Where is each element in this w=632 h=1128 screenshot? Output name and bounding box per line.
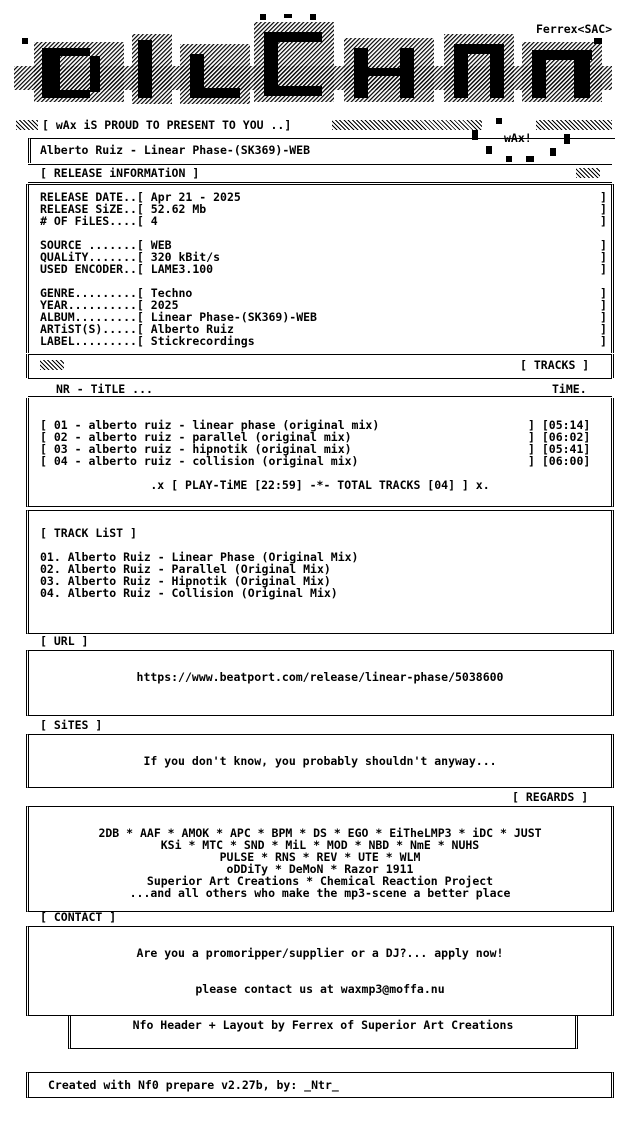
created-with: Created with Nf0 prepare v2.27b, by: _Ntr_ [48,1078,339,1092]
release-info-heading: [ RELEASE iNFORMATiON ] [40,166,200,180]
track-list-item: 01. Alberto Ruiz - Linear Phase (Original Mix) [40,550,359,564]
ascii-credit: Ferrex<SAC> [536,22,613,36]
track-list-item: 04. Alberto Ruiz - Collision (Original Mix) [40,586,338,600]
info-row: ALBUM.........[ Linear Phase-(SK369)-WEB [40,310,317,324]
track-row: [ 02 - alberto ruiz - parallel (original mix) [40,430,352,444]
info-row: USED ENCODER..[ LAME3.100 [40,262,214,276]
info-row: SOURCE .......[ WEB [40,238,172,252]
present-line: [ wAx iS PROUD TO PRESENT TO YOU ..] [42,118,292,132]
regards-line: 2DB * AAF * AMOK * APC * BPM * DS * EGO * EiTheLMP3 * iDC * JUST [98,826,542,840]
track-time: ] [06:02] [528,430,591,444]
regards-heading: [ REGARDS ] [512,790,589,804]
contact-email[interactable]: please contact us at waxmp3@moffa.nu [195,982,445,996]
contact-heading: [ CONTACT ] [40,910,117,924]
regards-line: Superior Art Creations * Chemical Reaction Project [146,874,494,888]
info-row: # OF FiLES....[ 4 [40,214,158,228]
release-title: Alberto Ruiz - Linear Phase-(SK369)-WEB [40,143,311,157]
info-row: LABEL.........[ Stickrecordings [40,334,255,348]
tracks-column-time: TiME. [552,382,587,396]
tracks-heading-frame [26,354,614,378]
track-time: ] [06:00] [528,454,591,468]
sites-heading: [ SiTES ] [40,718,103,732]
track-row: [ 01 - alberto ruiz - linear phase (original mix) [40,418,380,432]
track-time: ] [05:14] [528,418,591,432]
track-row: [ 03 - alberto ruiz - hipnotik (original mix) [40,442,352,456]
hatch-decoration [332,120,482,130]
tracks-heading: [ TRACKS ] [520,358,590,372]
info-row: GENRE.........[ Techno [40,286,193,300]
info-row: RELEASE SiZE..[ 52.62 Mb [40,202,207,216]
tracks-column-title: NR - TiTLE ... [56,382,153,396]
ascii-art-logo [14,14,612,122]
url-heading: [ URL ] [40,634,89,648]
regards-line: oDDiTy * DeMoN * Razor 1911 [226,862,414,876]
info-row: YEAR..........[ 2025 [40,298,179,312]
info-row: RELEASE DATE..[ Apr 21 - 2025 [40,190,241,204]
track-time: ] [05:41] [528,442,591,456]
divider [28,182,612,183]
layout-credit: Nfo Header + Layout by Ferrex of Superior Art Creations [132,1018,514,1032]
regards-line: PULSE * RNS * REV * UTE * WLM [219,850,421,864]
info-row: QUALiTY.......[ 320 kBit/s [40,250,221,264]
divider [28,396,612,397]
divider [28,378,612,379]
track-list-item: 02. Alberto Ruiz - Parallel (Original Mix) [40,562,331,576]
sites-text: If you don't know, you probably shouldn't anyway... [143,754,497,768]
hatch-decoration [16,120,38,130]
tracks-summary: .x [ PLAY-TiME [22:59] -*- TOTAL TRACKS [04] ] x. [150,478,490,492]
regards-line: ...and all others who make the mp3-scene a better place [129,886,511,900]
release-url[interactable]: https://www.beatport.com/release/linear-phase/5038600 [136,670,504,684]
regards-line: KSi * MTC * SND * MiL * MOD * NBD * NmE * NUHS [160,838,480,852]
track-list-item: 03. Alberto Ruiz - Hipnotik (Original Mix) [40,574,331,588]
track-list-heading: [ TRACK LiST ] [40,526,137,540]
hatch-decoration [576,168,600,178]
divider [28,164,612,165]
contact-line: Are you a promoripper/supplier or a DJ?... apply now! [136,946,504,960]
contact-box [26,926,614,1016]
info-row: ARTiST(S).....[ Alberto Ruiz [40,322,234,336]
wax-tag: wAx! [504,131,532,145]
track-row: [ 04 - alberto ruiz - collision (original mix) [40,454,359,468]
